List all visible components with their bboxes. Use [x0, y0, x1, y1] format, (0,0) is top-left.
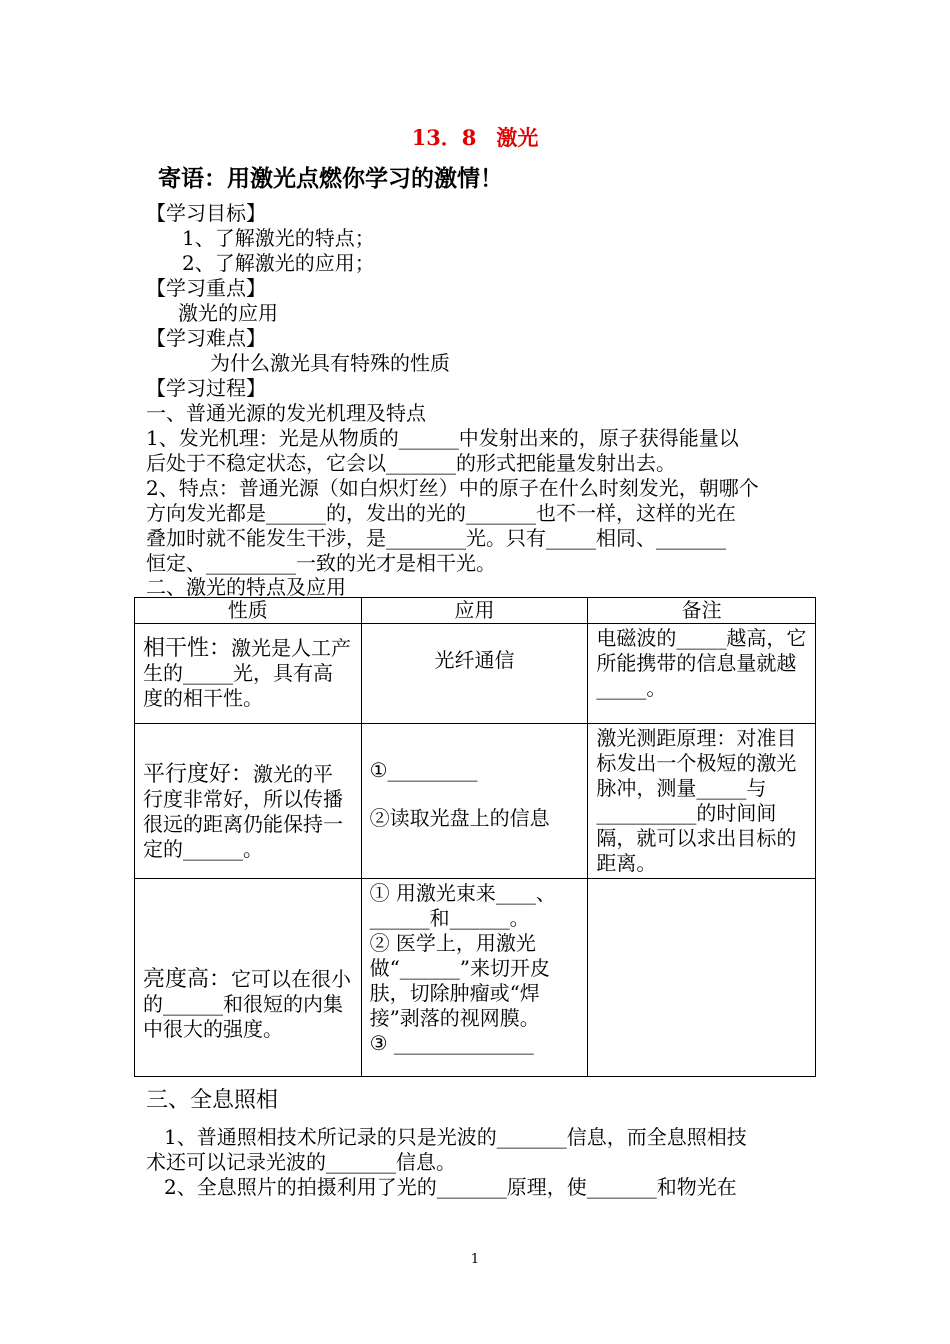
note-text: 电磁波的_____越高，它所能携带的信息量就越_____。: [596, 626, 807, 700]
section1-line-3: 2、特点：普通光源（如白炽灯丝）中的原子在什么时刻发光，朝哪个: [146, 476, 759, 500]
application-cell: [361, 624, 588, 724]
application-item-1: ①_________: [369, 758, 478, 782]
property-name: 相干性：: [143, 636, 232, 661]
objective-item-1: 1、了解激光的特点；: [182, 226, 375, 250]
application-item-3: ③ ______________: [369, 1031, 534, 1055]
application-item-1: ① 用激光束来____、______和______。: [369, 881, 556, 930]
difficulty-text: 为什么激光具有特殊的性质: [210, 351, 450, 375]
motto: 寄语：用激光点燃你学习的激情！: [158, 165, 503, 192]
section3-line-3: 2、全息照片的拍摄利用了光的_______原理，使_______和物光在: [164, 1175, 737, 1199]
objectives-heading: 【学习目标】: [146, 201, 266, 225]
section1-line-5: 叠加时就不能发生干涉，是________光。只有_____相同、_______: [146, 526, 726, 550]
application-cell: [361, 724, 588, 879]
section2-heading: 二、激光的特点及应用: [146, 575, 346, 599]
property-cell: [135, 624, 362, 724]
page-number: 1: [470, 1252, 480, 1267]
property-name: 亮度高：: [143, 967, 232, 992]
table-row: [135, 879, 816, 1077]
property-text: 激光的平行度非常好，所以传播很远的距离仍能保持一定的______。: [143, 762, 343, 861]
process-heading: 【学习过程】: [146, 376, 266, 400]
property-name: 平行度好：: [143, 762, 254, 787]
note-cell: [588, 879, 816, 1077]
difficulty-heading: 【学习难点】: [146, 326, 266, 350]
section1-line-2: 后处于不稳定状态，它会以_______的形式把能量发射出去。: [146, 451, 676, 475]
header-property: 性质: [135, 598, 362, 624]
section3-heading: 三、全息照相: [146, 1088, 279, 1113]
table-row: [135, 624, 816, 724]
property-cell: [135, 879, 362, 1077]
application-item-2: ② 医学上，用激光做“______”来切开皮肤，切除肿瘤或“焊接”剥落的视网膜。: [369, 931, 551, 1030]
objective-item-2: 2、了解激光的应用；: [182, 251, 375, 275]
laser-properties-table: [134, 597, 816, 1077]
section1-line-4: 方向发光都是______的，发出的光的_______也不一样，这样的光在: [146, 501, 736, 525]
note-cell: [588, 624, 816, 724]
focus-heading: 【学习重点】: [146, 276, 266, 300]
property-text: 它可以在很小的______和很短的内集中很大的强度。: [143, 967, 352, 1041]
table-header-row: [135, 598, 816, 624]
title-number: 13．8: [411, 125, 477, 150]
table-row: [135, 724, 816, 879]
focus-text: 激光的应用: [178, 301, 278, 325]
section3-line-2: 术还可以记录光波的_______信息。: [146, 1150, 456, 1174]
application-item: 光纤通信: [434, 648, 515, 672]
section1-line-6: 恒定、_________一致的光才是相干光。: [146, 551, 496, 575]
application-item-2: ②读取光盘上的信息: [369, 806, 550, 830]
page-title: [0, 122, 950, 152]
header-application: 应用: [361, 598, 588, 624]
note-text: 激光测距原理：对准目标发出一个极短的激光脉冲，测量_____与__________的时间间隔，就可以求出目标的距离。: [596, 726, 797, 875]
section3-line-1: 1、普通照相技术所记录的只是光波的_______信息，而全息照相技: [164, 1125, 747, 1149]
section1-heading: 一、普通光源的发光机理及特点: [146, 401, 426, 425]
header-note: 备注: [588, 598, 816, 624]
note-cell: [588, 724, 816, 879]
application-cell: [361, 879, 588, 1077]
property-cell: [135, 724, 362, 879]
property-text: 激光是人工产生的_____光，具有高度的相干性。: [143, 636, 352, 710]
section1-line-1: 1、发光机理：光是从物质的______中发射出来的，原子获得能量以: [146, 426, 739, 450]
title-name: 激光: [496, 125, 539, 150]
